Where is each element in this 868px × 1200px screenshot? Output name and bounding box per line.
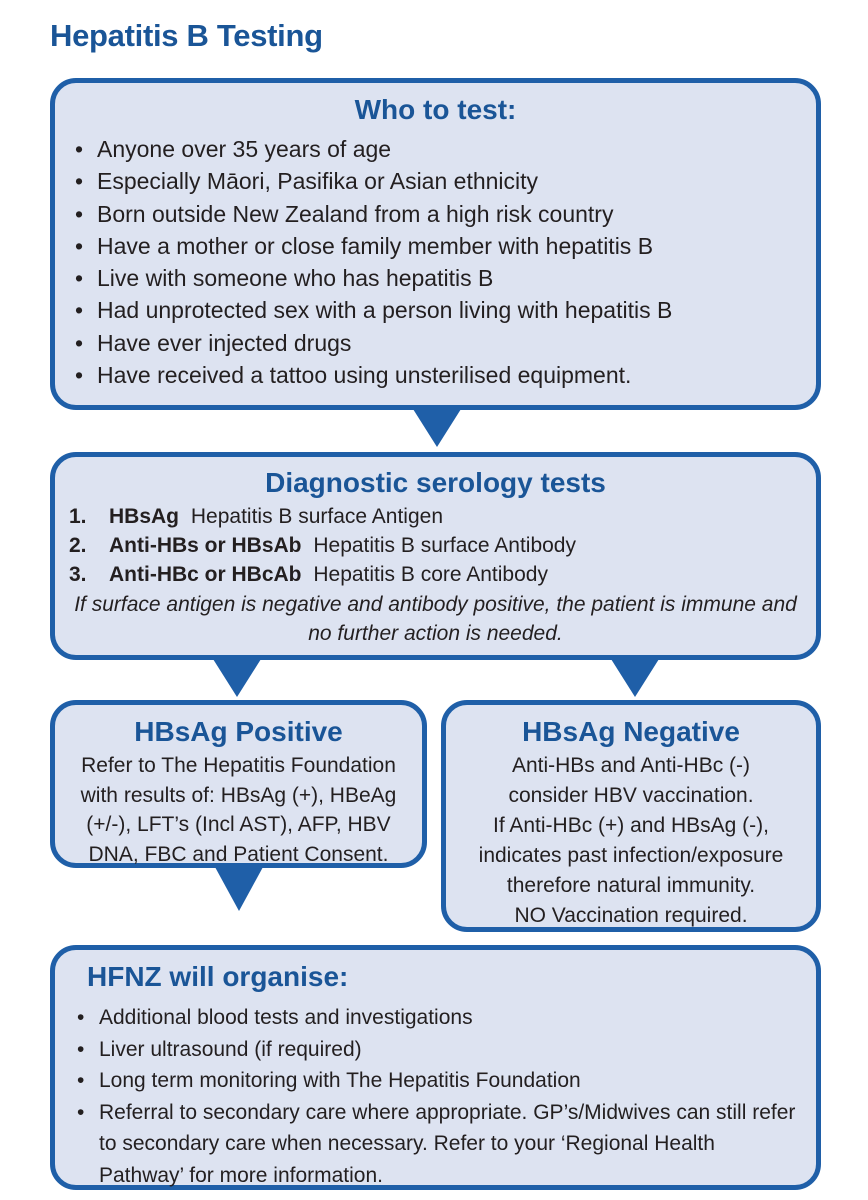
hfnz-box (50, 945, 821, 1190)
arrow-to-positive (213, 659, 261, 697)
test-abbr: HBsAg (109, 505, 180, 528)
hbsag-positive-box (50, 700, 427, 868)
hfnz-heading: HFNZ will organise: (87, 961, 349, 992)
negative-line: therefore natural immunity. (506, 874, 756, 897)
negative-line: consider HBV vaccination. (508, 784, 754, 807)
list-item: • Live with someone who has hepatitis B (71, 262, 816, 294)
diagnostic-heading: Diagnostic serology tests (265, 467, 606, 498)
test-number: 3. (69, 563, 87, 586)
positive-heading: HBsAg Positive (134, 716, 343, 747)
who-to-test-heading: Who to test: (354, 94, 517, 125)
test-abbr: Anti-HBc or HBcAb (109, 563, 302, 586)
immunity-note: If surface antigen is negative and antibody positive, the patient is immune and no further action is needed. (74, 593, 797, 645)
list-item: • Have a mother or close family member with hepatitis B (71, 230, 816, 262)
test-desc: Hepatitis B core Antibody (313, 563, 548, 586)
test-number: 2. (69, 534, 87, 557)
list-item: • Have received a tattoo using unsterilised equipment. (71, 359, 816, 391)
list-item: • Additional blood tests and investigations (73, 1002, 798, 1034)
negative-line: NO Vaccination required. (514, 904, 748, 927)
page-title: Hepatitis B Testing (50, 18, 323, 53)
list-item: • Especially Māori, Pasifika or Asian ethnicity (71, 165, 816, 197)
diagnostic-box (50, 452, 821, 660)
list-item: • Long term monitoring with The Hepatitis Foundation (73, 1065, 798, 1097)
list-item: • Anyone over 35 years of age (71, 133, 816, 165)
hfnz-list (73, 1002, 798, 1191)
list-item: • Born outside New Zealand from a high risk country (71, 198, 816, 230)
test-desc: Hepatitis B surface Antigen (190, 505, 444, 528)
test-item-anti-hbc (69, 560, 816, 589)
negative-line: If Anti-HBc (+) and HBsAg (-), (493, 814, 769, 837)
list-item: • Have ever injected drugs (71, 327, 816, 359)
arrow-to-diagnostic (413, 409, 461, 447)
list-item: • Liver ultrasound (if required) (73, 1034, 798, 1066)
who-to-test-list (71, 133, 816, 391)
arrow-to-negative (611, 659, 659, 697)
negative-text (452, 751, 810, 931)
arrow-to-hfnz (215, 867, 263, 911)
test-desc: Hepatitis B surface Antibody (313, 534, 576, 557)
test-item-anti-hbs (69, 531, 816, 560)
positive-text: Refer to The Hepatitis Foundation with results of: HBsAg (+), HBeAg (+/-), LFT’s (Incl AST), AFP, HBV DNA, FBC and Patient Consent. (80, 754, 397, 866)
test-abbr: Anti-HBs or HBsAb (109, 534, 302, 557)
hbsag-negative-box (441, 700, 821, 932)
test-item-hbsag (69, 502, 816, 531)
list-item: • Referral to secondary care where appropriate. GP’s/Midwives can still refer to secondary care when necessary. Refer to your ‘Regional Health Pathway’ for more information. (73, 1097, 798, 1192)
negative-line: indicates past infection/exposure (478, 844, 784, 867)
negative-heading: HBsAg Negative (522, 716, 740, 747)
who-to-test-box (50, 78, 821, 410)
list-item: • Had unprotected sex with a person living with hepatitis B (71, 294, 816, 326)
test-number: 1. (69, 505, 87, 528)
negative-line: Anti-HBs and Anti-HBc (-) (511, 754, 751, 777)
test-list (69, 502, 816, 589)
